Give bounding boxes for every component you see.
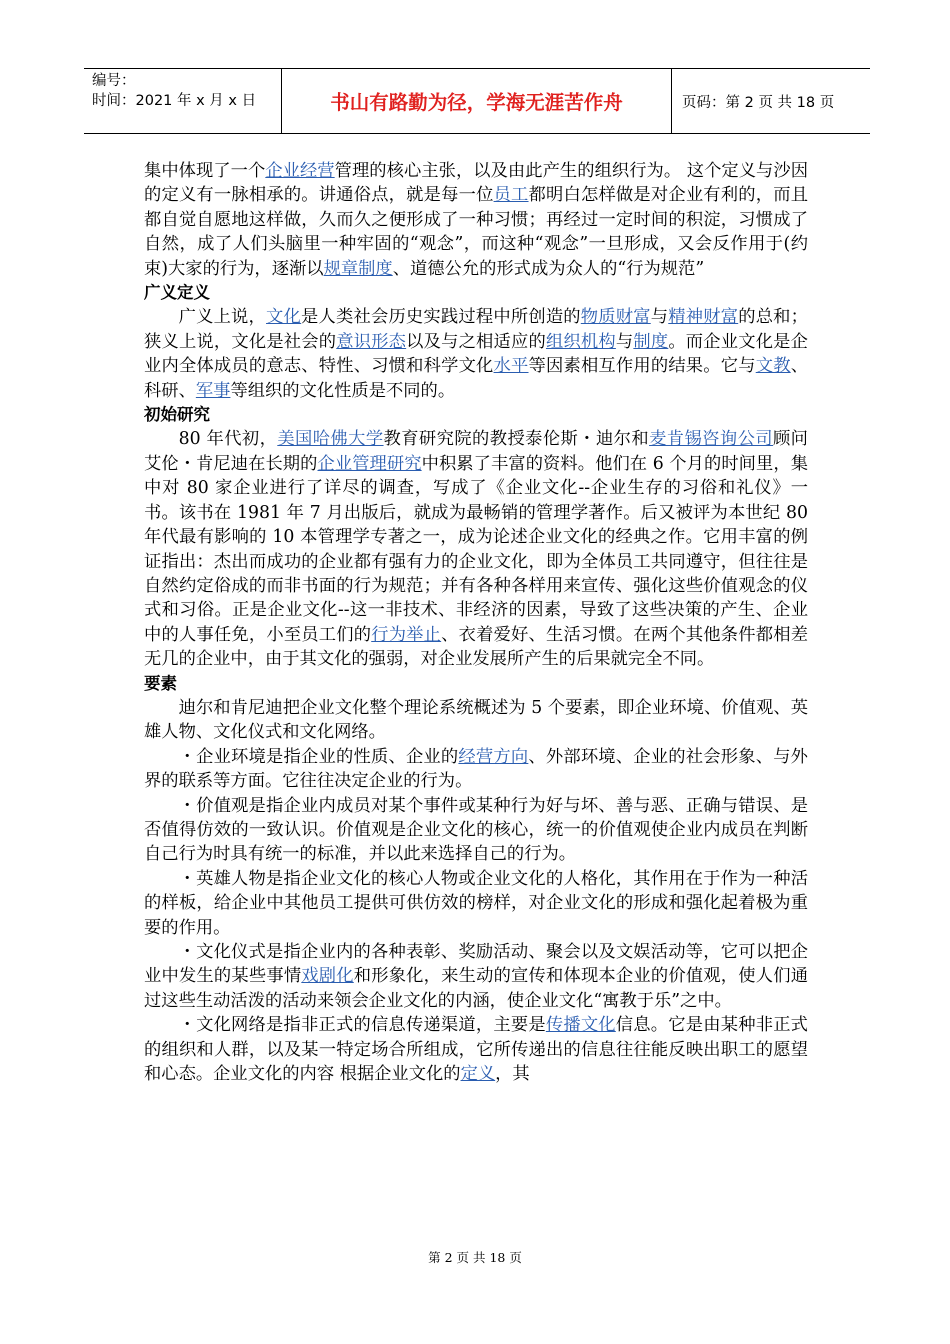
hyperlink[interactable]: 行为举止 — [371, 624, 442, 645]
hyperlink[interactable]: 军事 — [195, 380, 231, 401]
body-paragraph — [144, 940, 808, 1013]
hyperlink[interactable]: 制度 — [633, 331, 669, 352]
body-paragraph — [144, 159, 808, 281]
text-run: 要素 — [144, 673, 177, 693]
body-paragraph — [144, 867, 808, 940]
text-run: 与 — [650, 307, 669, 328]
hyperlink[interactable]: 员工 — [493, 185, 529, 206]
header-meta — [84, 69, 282, 133]
text-run: 教育研究院的教授泰伦斯・迪尔和 — [383, 429, 650, 450]
text-run: 80 年代初， — [178, 429, 278, 450]
text-run: 广义上说， — [178, 307, 267, 328]
hyperlink[interactable]: 组织机构 — [545, 331, 616, 352]
text-run: 中积累了丰富的资料。他们在 6 个月的时间里，集中对 80 家企业进行了详尽的调查，写成了《企业文化--企业生存的习俗和礼仪》一书。该书在 1981 年 7 月出版后，就成为最畅销的管理学著作。后又被评为本世纪 80 年代最有影响的 10 本管理学专著之一，成为论述企业文化的经典之作。它用丰富的例证指出：杰出而成功的企业都有强有力的企业文化，即为全体员工共同遵守，但往往是自然约定俗成的而非书面的行为规范；并有各种各样用来宣传、强化这些价值观念的仪式和习俗。正是企业文化--这一非技术、非经济的因素，导致了这些决策的产生、企业中的人事任免，小至员工们的 — [144, 453, 808, 645]
hyperlink[interactable]: 传播文化 — [545, 1015, 616, 1036]
hyperlink[interactable]: 水平 — [493, 356, 529, 377]
text-run: 、衣着爱好、生活习惯。在两个其他条件都相差无几的企业中，由于其文化的强弱，对企业发展所产生的后果就完全不同。 — [144, 624, 808, 670]
hyperlink[interactable]: 麦肯锡咨询公司 — [649, 429, 773, 450]
hyperlink[interactable]: 企业经营 — [265, 161, 335, 181]
hyperlink[interactable]: 规章制度 — [323, 258, 393, 279]
text-run: 都明白怎样做是对企业有利的，而且都自觉自愿地这样做，久而久之便形成了一种习惯；再经过一定时间的积淀，习惯成了自然，成了人们头脑里一种牢固的“观念”，而这种“观念”一旦形成，又会反作用于(约束)大家的行为，逐渐以 — [144, 185, 808, 279]
hyperlink[interactable]: 物质财富 — [580, 307, 651, 328]
text-run: 以及与之相适应的 — [406, 331, 546, 352]
section-heading — [144, 672, 808, 696]
text-run: 、科研、 — [144, 356, 808, 401]
hyperlink[interactable]: 企业管理研究 — [317, 453, 422, 474]
header-motto: 书山有路勤为径，学海无涯苦作舟 — [282, 69, 672, 133]
text-run: 。而企业文化是企业内全体成员的意志、特性、习惯和科学文化 — [144, 331, 808, 377]
text-run: 、道德公允的形式成为众人的“行为规范” — [392, 258, 705, 279]
page-footer: 第 2 页 共 18 页 — [428, 1250, 522, 1265]
section-heading — [144, 281, 808, 305]
text-run: 管理的核心主张，以及由此产生的组织行为。 这个定义与沙因的定义有一脉相承的。讲通俗点，就是每一位 — [144, 161, 808, 206]
section-heading — [144, 403, 808, 427]
text-run: ・文化仪式是指企业内的各种表彰、奖励活动、聚会以及文娱活动等，它可以把企业中发生的某些事情 — [144, 942, 808, 987]
text-run: ・文化网络是指非正式的信息传递渠道，主要是 — [178, 1015, 546, 1036]
text-run: 等因素相互作用的结果。它与 — [528, 356, 756, 377]
hyperlink[interactable]: 戏剧化 — [301, 966, 354, 987]
body-paragraph — [144, 305, 808, 403]
hyperlink[interactable]: 经营方向 — [458, 746, 529, 767]
body-paragraph — [144, 745, 808, 794]
document-date-label: 时间：2021 年 x 月 x 日 — [92, 93, 257, 109]
body-paragraph — [144, 427, 808, 671]
text-run: ，其 — [495, 1064, 530, 1085]
hyperlink[interactable]: 美国哈佛大学 — [277, 429, 384, 450]
body-paragraph — [144, 794, 808, 867]
hyperlink[interactable]: 定义 — [460, 1064, 496, 1085]
text-run: 的总和；狭义上说，文化是社会的 — [144, 307, 808, 352]
text-run: 初始研究 — [144, 405, 210, 425]
page-header — [84, 68, 870, 134]
hyperlink[interactable]: 文教 — [755, 356, 791, 377]
text-run: ・企业环境是指企业的性质、企业的 — [178, 746, 459, 767]
hyperlink[interactable]: 文化 — [266, 307, 302, 328]
hyperlink[interactable]: 意识形态 — [336, 331, 407, 352]
text-run: 等组织的文化性质是不同的。 — [230, 380, 456, 401]
hyperlink[interactable]: 精神财富 — [668, 307, 739, 328]
text-run: 、外部环境、企业的社会形象、与外界的联系等方面。它往往决定企业的行为。 — [144, 746, 808, 792]
header-page-number: 页码：第 2 页 共 18 页 — [682, 94, 835, 111]
text-run: ・价值观是指企业内成员对某个事件或某种行为好与坏、善与恶、正确与错误、是否值得仿效的一致认识。价值观是企业文化的核心，统一的价值观使企业内成员在判断自己行为时具有统一的标准，并以此来选择自己的行为。 — [144, 795, 808, 865]
text-run: 广义定义 — [144, 283, 210, 303]
document-number-label: 编号： — [92, 73, 136, 89]
text-run: 和形象化，来生动的宣传和体现本企业的价值观，使人们通过这些生动活泼的活动来领会企业文化的内涵，使企业文化“寓教于乐”之中。 — [144, 966, 808, 1011]
body-paragraph — [144, 696, 808, 745]
body-paragraph — [144, 1013, 808, 1086]
text-run: 与 — [615, 331, 634, 352]
text-run: 是人类社会历史实践过程中所创造的 — [301, 307, 581, 328]
text-run: 信息。它是由某种非正式的组织和人群，以及某一特定场合所组成，它所传递出的信息往往能反映出职工的愿望和心态。企业文化的内容 根据企业文化的 — [144, 1015, 808, 1085]
text-run: 集中体现了一个 — [144, 161, 266, 181]
document-body — [144, 159, 808, 1086]
text-run: ・英雄人物是指企业文化的核心人物或企业文化的人格化，其作用在于作为一种活的样板，给企业中其他员工提供可供仿效的榜样，对企业文化的形成和强化起着极为重要的作用。 — [144, 868, 808, 938]
text-run: 顾问艾伦・肯尼迪在长期的 — [144, 429, 808, 474]
text-run: 迪尔和肯尼迪把企业文化整个理论系统概述为 5 个要素，即企业环境、价值观、英雄人物、文化仪式和文化网络。 — [144, 697, 808, 743]
